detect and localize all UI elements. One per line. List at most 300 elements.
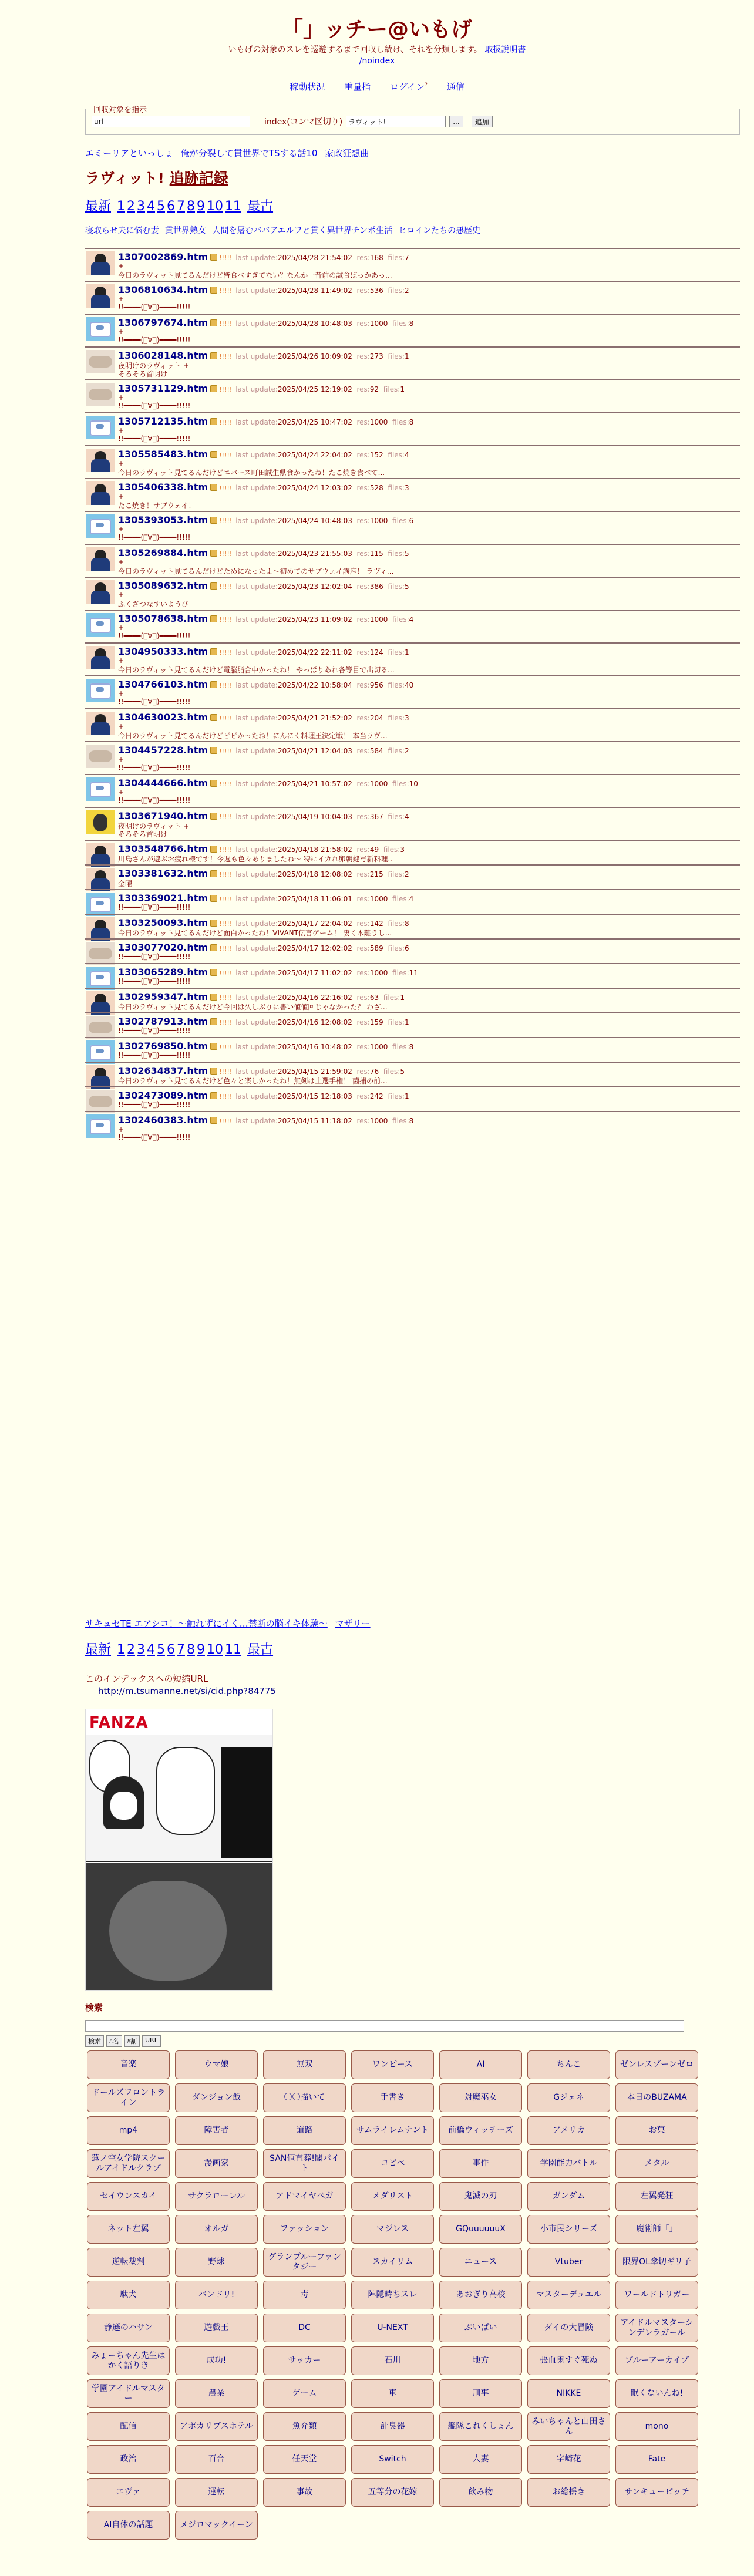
thread-link[interactable]: 1303250093.htm bbox=[118, 917, 208, 928]
tag-button[interactable]: スカイリム bbox=[351, 2248, 434, 2277]
thread-link[interactable]: 1303369021.htm bbox=[118, 893, 208, 904]
thread-meta bbox=[235, 870, 409, 878]
thread-thumbnail[interactable] bbox=[86, 777, 115, 801]
tag-button[interactable]: ワールドトリガー bbox=[615, 2281, 698, 2309]
thread-meta bbox=[235, 681, 413, 689]
thread-thumbnail[interactable] bbox=[86, 251, 115, 275]
related-link[interactable]: 家政狂想曲 bbox=[325, 148, 369, 159]
thread-link[interactable]: 1305393053.htm bbox=[118, 514, 208, 526]
res-count: 242 bbox=[369, 1092, 383, 1100]
tag-button[interactable]: NIKKE bbox=[527, 2379, 610, 2408]
archive-icon[interactable] bbox=[210, 582, 217, 590]
archive-icon[interactable] bbox=[210, 451, 217, 458]
tag-button[interactable]: ワンピース bbox=[351, 2050, 434, 2079]
archive-icon[interactable] bbox=[210, 895, 217, 902]
tag-button[interactable]: メダリスト bbox=[351, 2182, 434, 2211]
thread-thumbnail[interactable] bbox=[86, 1065, 115, 1089]
tag-button[interactable]: アイドルマスターシンデレラガール bbox=[615, 2314, 698, 2342]
pager-first[interactable]: 最新 bbox=[85, 199, 112, 214]
last-update-label: last update: bbox=[235, 1018, 278, 1026]
tag-button[interactable]: お総揺き bbox=[527, 2478, 610, 2507]
thread-header bbox=[118, 580, 409, 591]
thread-thumbnail[interactable] bbox=[86, 350, 115, 373]
tag-button[interactable]: ウマ娘 bbox=[175, 2050, 258, 2079]
related-link[interactable]: 俺が分裂して貫世界でTSする話10 bbox=[180, 148, 318, 159]
tag-button[interactable]: 事件 bbox=[439, 2149, 522, 2178]
thread-link[interactable]: 1302769850.htm bbox=[118, 1040, 208, 1052]
speech-bubble bbox=[156, 1747, 215, 1835]
tag-button[interactable]: 左翼発狂 bbox=[615, 2182, 698, 2211]
tag-button[interactable]: 本日のBUZAMA bbox=[615, 2083, 698, 2112]
res-label: res: bbox=[356, 319, 370, 328]
thread-link[interactable]: 1303548766.htm bbox=[118, 843, 208, 854]
thread-thumbnail[interactable] bbox=[86, 1040, 115, 1064]
pager-first[interactable]: 最新 bbox=[85, 1642, 112, 1657]
tag-button[interactable]: 百合 bbox=[175, 2445, 258, 2474]
thread-thumbnail[interactable] bbox=[86, 317, 115, 341]
category-link[interactable]: 寝取らせ夫に悩む妻 bbox=[85, 226, 159, 235]
tag-button[interactable]: 成功! bbox=[175, 2346, 258, 2375]
thread-thumbnail[interactable] bbox=[86, 843, 115, 867]
tag-button[interactable]: 陣隠時ちスレ bbox=[351, 2281, 434, 2309]
thread-link[interactable]: 1303381632.htm bbox=[118, 868, 208, 879]
tag-button[interactable]: ダンジョン飯 bbox=[175, 2083, 258, 2112]
archive-icon[interactable] bbox=[210, 319, 217, 326]
tag-button[interactable]: 学園アイドルマスター bbox=[87, 2379, 170, 2408]
tag-button[interactable]: グランブルーファンタジー bbox=[263, 2248, 346, 2277]
category-link[interactable]: 人間を屠むババアエルフと貫く異世界チンポ生活 bbox=[212, 226, 393, 235]
pager-bottom bbox=[85, 1639, 275, 1658]
thread-thumbnail[interactable] bbox=[86, 514, 115, 538]
nav-login[interactable] bbox=[390, 82, 428, 92]
archive-icon[interactable] bbox=[210, 352, 217, 359]
tag-button[interactable]: メジロマックイーン bbox=[175, 2511, 258, 2540]
fire-icon: !!!!! bbox=[219, 682, 233, 689]
fire-icon: !!!!! bbox=[219, 649, 233, 656]
archive-icon[interactable] bbox=[210, 1018, 217, 1025]
archive-icon[interactable] bbox=[210, 1092, 217, 1099]
files-count: 8 bbox=[409, 319, 414, 328]
tag-button[interactable]: ちんこ bbox=[527, 2050, 610, 2079]
tag-button[interactable]: 音楽 bbox=[87, 2050, 170, 2079]
tag-button[interactable]: 鬼滅の刃 bbox=[439, 2182, 522, 2211]
tag-button[interactable]: ぶいぱい bbox=[439, 2314, 522, 2342]
archive-icon[interactable] bbox=[210, 969, 217, 976]
related-link[interactable]: エミーリアといっしょ bbox=[85, 148, 174, 159]
thread-thumbnail[interactable] bbox=[86, 868, 115, 891]
archive-icon[interactable] bbox=[210, 920, 217, 927]
thread-row bbox=[85, 840, 740, 864]
files-label: files: bbox=[388, 451, 405, 459]
tag-button[interactable]: 人妻 bbox=[439, 2445, 522, 2474]
tag-button[interactable]: 静遜のハサン bbox=[87, 2314, 170, 2342]
thread-thumbnail[interactable] bbox=[86, 383, 115, 406]
archive-icon[interactable] bbox=[210, 1043, 217, 1050]
tag-button[interactable]: ネット左翼 bbox=[87, 2215, 170, 2244]
thread-link[interactable]: 1304950333.htm bbox=[118, 646, 208, 657]
pager-page[interactable]: 4 bbox=[147, 199, 156, 214]
nav-notice[interactable]: 通信 bbox=[446, 82, 464, 92]
index-input[interactable] bbox=[346, 116, 446, 127]
thread-thumbnail[interactable] bbox=[86, 893, 115, 916]
tag-button[interactable]: 張血鬼すぐ死ぬ bbox=[527, 2346, 610, 2375]
pager-page[interactable]: 7 bbox=[177, 199, 186, 214]
tag-button[interactable]: アポカリプスホテル bbox=[175, 2412, 258, 2441]
thread-thumbnail[interactable] bbox=[86, 967, 115, 990]
tag-button[interactable]: 漫画家 bbox=[175, 2149, 258, 2178]
tag-button[interactable]: 字崎花 bbox=[527, 2445, 610, 2474]
thread-link[interactable]: 1302634837.htm bbox=[118, 1065, 208, 1076]
thread-link[interactable]: 1304766103.htm bbox=[118, 679, 208, 690]
res-count: 1000 bbox=[369, 1117, 388, 1125]
archive-icon[interactable] bbox=[210, 1117, 217, 1124]
tag-button[interactable]: お菓 bbox=[615, 2116, 698, 2145]
ad-banner[interactable] bbox=[85, 1709, 273, 1991]
archive-icon[interactable] bbox=[210, 517, 217, 524]
pager-last[interactable]: 最古 bbox=[247, 1642, 274, 1657]
archive-icon[interactable] bbox=[210, 550, 217, 557]
archive-icon[interactable] bbox=[210, 484, 217, 491]
pager-page[interactable]: 5 bbox=[157, 199, 166, 214]
thread-link[interactable]: 1304444666.htm bbox=[118, 777, 208, 789]
thread-link[interactable]: 1306028148.htm bbox=[118, 350, 208, 361]
tag-button[interactable]: GQuuuuuuX bbox=[439, 2215, 522, 2244]
pager-page[interactable]: 5 bbox=[157, 1642, 166, 1657]
tag-button[interactable]: U-NEXT bbox=[351, 2314, 434, 2342]
thread-thumbnail[interactable] bbox=[86, 481, 115, 505]
thread-link[interactable]: 1307002869.htm bbox=[118, 251, 208, 262]
archive-icon[interactable] bbox=[210, 648, 217, 655]
archive-icon[interactable] bbox=[210, 681, 217, 688]
tag-button[interactable]: 障害者 bbox=[175, 2116, 258, 2145]
tag-button[interactable]: 刑事 bbox=[439, 2379, 522, 2408]
pager-page[interactable]: 11 bbox=[225, 199, 242, 214]
thread-body: !!━━━━(ﾟ∀ﾟ)━━━━!!!!! bbox=[118, 632, 191, 640]
pager-page[interactable]: 1 bbox=[117, 1642, 126, 1657]
pager-page[interactable]: 2 bbox=[127, 199, 136, 214]
tag-button[interactable]: ゼンレスゾーンゼロ bbox=[615, 2050, 698, 2079]
res-label: res: bbox=[356, 1117, 370, 1125]
tag-button[interactable]: みょーちゃん先生はかく語りき bbox=[87, 2346, 170, 2375]
tag-button[interactable]: 前橋ウィッチーズ bbox=[439, 2116, 522, 2145]
tag-button[interactable]: マジレス bbox=[351, 2215, 434, 2244]
tag-button[interactable]: Fate bbox=[615, 2445, 698, 2474]
tag-button[interactable]: 政治 bbox=[87, 2445, 170, 2474]
tag-button[interactable]: SAN値直葬!閣パイト bbox=[263, 2149, 346, 2178]
tag-button[interactable]: 石川 bbox=[351, 2346, 434, 2375]
last-update-label: last update: bbox=[235, 550, 278, 558]
tag-button[interactable]: アドマイヤベガ bbox=[263, 2182, 346, 2211]
bottom-link[interactable]: マザリー bbox=[335, 1618, 371, 1629]
last-update-label: last update: bbox=[235, 254, 278, 262]
tag-button[interactable]: 眠くないんね! bbox=[615, 2379, 698, 2408]
thread-thumbnail[interactable] bbox=[86, 810, 115, 834]
archive-icon[interactable] bbox=[210, 418, 217, 425]
archive-icon[interactable] bbox=[210, 780, 217, 787]
res-label: res: bbox=[356, 582, 370, 591]
search-input[interactable] bbox=[85, 2020, 684, 2032]
tag-button[interactable]: サクラローレル bbox=[175, 2182, 258, 2211]
thread-body: そろそろ首明け bbox=[118, 370, 168, 378]
short-url-link[interactable]: http://m.tsumanne.net/si/cid.php?84775 bbox=[98, 1686, 276, 1696]
archive-icon[interactable] bbox=[210, 747, 217, 754]
thread-link[interactable]: 1304457228.htm bbox=[118, 745, 208, 756]
archive-icon[interactable] bbox=[210, 1068, 217, 1075]
thread-meta bbox=[235, 484, 409, 492]
tag-button[interactable]: 事故 bbox=[263, 2478, 346, 2507]
tag-button[interactable]: 農業 bbox=[175, 2379, 258, 2408]
files-label: files: bbox=[388, 870, 405, 878]
tag-button[interactable]: サッカー bbox=[263, 2346, 346, 2375]
tag-button[interactable]: メタル bbox=[615, 2149, 698, 2178]
tag-button[interactable]: 運転 bbox=[175, 2478, 258, 2507]
tag-button[interactable]: Switch bbox=[351, 2445, 434, 2474]
thread-body: ふくざつなすいようび bbox=[118, 600, 189, 608]
archive-icon[interactable] bbox=[210, 944, 217, 951]
archive-icon[interactable] bbox=[210, 254, 217, 261]
pager-page[interactable]: 11 bbox=[225, 1642, 242, 1657]
tag-button[interactable]: 車 bbox=[351, 2379, 434, 2408]
archive-icon[interactable] bbox=[210, 846, 217, 853]
thread-row bbox=[85, 544, 740, 577]
thread-link[interactable]: 1305078638.htm bbox=[118, 613, 208, 624]
tag-button[interactable]: 対魔巫女 bbox=[439, 2083, 522, 2112]
files-count: 1 bbox=[404, 648, 409, 656]
files-label: files: bbox=[392, 418, 409, 426]
thread-thumbnail[interactable] bbox=[86, 679, 115, 702]
tag-button[interactable]: 配信 bbox=[87, 2412, 170, 2441]
pager-page[interactable]: 6 bbox=[167, 199, 176, 214]
pager-page[interactable]: 10 bbox=[207, 1642, 224, 1657]
tag-button[interactable]: コピペ bbox=[351, 2149, 434, 2178]
tag-button[interactable]: AI自体の話題 bbox=[87, 2511, 170, 2540]
archive-icon[interactable] bbox=[210, 994, 217, 1001]
tag-button[interactable]: セイウンスカイ bbox=[87, 2182, 170, 2211]
tag-button[interactable]: 五等分の花嫁 bbox=[351, 2478, 434, 2507]
thread-subject: + bbox=[118, 328, 124, 336]
thread-body: そろそろ首明け bbox=[118, 830, 168, 839]
tag-button[interactable]: 〇〇描いて bbox=[263, 2083, 346, 2112]
tag-button[interactable]: 毒 bbox=[263, 2281, 346, 2309]
tag-button[interactable]: 艦隊これくしょん bbox=[439, 2412, 522, 2441]
thread-row bbox=[85, 379, 740, 412]
tag-button[interactable]: mp4 bbox=[87, 2116, 170, 2145]
tag-button[interactable]: ガンダム bbox=[527, 2182, 610, 2211]
tag-button[interactable]: マスターデュエル bbox=[527, 2281, 610, 2309]
search-option[interactable]: ﾊ名 bbox=[106, 2035, 122, 2047]
thread-subject: !!━━━━(ﾟ∀ﾟ)━━━━!!!!! bbox=[118, 1051, 191, 1059]
thread-link[interactable]: 1302473089.htm bbox=[118, 1090, 208, 1101]
pager-page[interactable]: 6 bbox=[167, 1642, 176, 1657]
pager-page[interactable]: 7 bbox=[177, 1642, 186, 1657]
category-link[interactable]: 貫世界熟女 bbox=[165, 226, 207, 235]
thread-thumbnail[interactable] bbox=[86, 1114, 115, 1138]
thread-header bbox=[118, 745, 409, 756]
thread-thumbnail[interactable] bbox=[86, 1090, 115, 1113]
tag-button[interactable]: DC bbox=[263, 2314, 346, 2342]
page-title-keyword: ラヴィット! bbox=[85, 170, 164, 187]
thread-link[interactable]: 1305269884.htm bbox=[118, 547, 208, 558]
tag-button[interactable]: 魔術師「」 bbox=[615, 2215, 698, 2244]
tag-button[interactable]: ゲーム bbox=[263, 2379, 346, 2408]
pager-page[interactable]: 10 bbox=[207, 199, 224, 214]
thread-link[interactable]: 1303065289.htm bbox=[118, 967, 208, 978]
thread-link[interactable]: 1302460383.htm bbox=[118, 1114, 208, 1126]
short-url-label: このインデックスへの短縮URL bbox=[85, 1673, 208, 1684]
tag-button[interactable]: 飲み物 bbox=[439, 2478, 522, 2507]
tag-button[interactable]: Gジェネ bbox=[527, 2083, 610, 2112]
thread-link[interactable]: 1305712135.htm bbox=[118, 416, 208, 427]
nav-status[interactable]: 稼動状況 bbox=[290, 82, 325, 92]
thread-thumbnail[interactable] bbox=[86, 712, 115, 735]
tag-button[interactable]: ファッション bbox=[263, 2215, 346, 2244]
archive-icon[interactable] bbox=[210, 287, 217, 294]
thread-thumbnail[interactable] bbox=[86, 449, 115, 472]
thread-link[interactable]: 1304630023.htm bbox=[118, 712, 208, 723]
thread-link[interactable]: 1306810634.htm bbox=[118, 284, 208, 295]
thread-thumbnail[interactable] bbox=[86, 942, 115, 965]
tag-button[interactable]: 学園能力バトル bbox=[527, 2149, 610, 2178]
res-count: 589 bbox=[369, 944, 383, 952]
archive-icon[interactable] bbox=[210, 870, 217, 877]
tag-button[interactable]: サムライレムナント bbox=[351, 2116, 434, 2145]
fire-icon: !!!!! bbox=[219, 994, 233, 1002]
tag-button[interactable]: エヴァ bbox=[87, 2478, 170, 2507]
thread-meta bbox=[235, 352, 409, 361]
tag-button[interactable]: みいちゃんと山田さん bbox=[527, 2412, 610, 2441]
tag-button[interactable]: Vtuber bbox=[527, 2248, 610, 2277]
tag-button[interactable]: アメリカ bbox=[527, 2116, 610, 2145]
search-option[interactable]: 検索 bbox=[85, 2035, 104, 2047]
thread-thumbnail[interactable] bbox=[86, 745, 115, 768]
pager-page[interactable]: 3 bbox=[137, 1642, 146, 1657]
tag-button[interactable]: バンドリ! bbox=[175, 2281, 258, 2309]
tag-button[interactable]: 無双 bbox=[263, 2050, 346, 2079]
thread-body: !!━━━━(ﾟ∀ﾟ)━━━━!!!!! bbox=[118, 435, 191, 443]
pager-page[interactable]: 8 bbox=[187, 199, 196, 214]
thread-thumbnail[interactable] bbox=[86, 416, 115, 439]
tag-button[interactable]: mono bbox=[615, 2412, 698, 2441]
tag-button[interactable]: ブルーアーカイブ bbox=[615, 2346, 698, 2375]
res-count: 215 bbox=[369, 870, 383, 878]
thread-link[interactable]: 1305585483.htm bbox=[118, 449, 208, 460]
thread-link[interactable]: 1302959347.htm bbox=[118, 991, 208, 1002]
tracking-link[interactable]: 追跡記録 bbox=[169, 170, 228, 187]
thread-thumbnail[interactable] bbox=[86, 646, 115, 669]
tag-button[interactable]: サンキューピッチ bbox=[615, 2478, 698, 2507]
thread-thumbnail[interactable] bbox=[86, 917, 115, 941]
thread-link[interactable]: 1305731129.htm bbox=[118, 383, 208, 394]
thread-row bbox=[85, 988, 740, 1012]
search-option[interactable]: ﾊ割 bbox=[124, 2035, 140, 2047]
thread-body: !!━━━━(ﾟ∀ﾟ)━━━━!!!!! bbox=[118, 336, 191, 344]
pager-page[interactable]: 9 bbox=[197, 1642, 206, 1657]
tag-button[interactable]: AI bbox=[439, 2050, 522, 2079]
thread-body: !!━━━━(ﾟ∀ﾟ)━━━━!!!!! bbox=[118, 1133, 191, 1141]
thread-meta bbox=[235, 994, 405, 1002]
tag-button[interactable]: 駄犬 bbox=[87, 2281, 170, 2309]
thread-thumbnail[interactable] bbox=[86, 580, 115, 604]
thread-link[interactable]: 1303671940.htm bbox=[118, 810, 208, 821]
tag-button[interactable]: 魚介類 bbox=[263, 2412, 346, 2441]
tag-button[interactable]: 手書き bbox=[351, 2083, 434, 2112]
tag-button[interactable]: 遊戯王 bbox=[175, 2314, 258, 2342]
res-label: res: bbox=[356, 1068, 370, 1076]
nav-ranking[interactable]: 重量指 bbox=[344, 82, 371, 92]
search-option[interactable]: URL bbox=[142, 2035, 161, 2047]
thread-header bbox=[118, 350, 409, 361]
thread-meta bbox=[235, 1117, 413, 1125]
thread-link[interactable]: 1303077020.htm bbox=[118, 942, 208, 953]
files-label: files: bbox=[392, 319, 409, 328]
archive-icon[interactable] bbox=[210, 615, 217, 622]
thread-link[interactable]: 1302787913.htm bbox=[118, 1016, 208, 1027]
tag-button[interactable]: 道路 bbox=[263, 2116, 346, 2145]
tag-button[interactable]: 逆転裁判 bbox=[87, 2248, 170, 2277]
pager-page[interactable]: 2 bbox=[127, 1642, 136, 1657]
tag-button[interactable]: あおぎり高校 bbox=[439, 2281, 522, 2309]
tag-button[interactable]: 計臭器 bbox=[351, 2412, 434, 2441]
thread-header bbox=[118, 251, 409, 262]
thread-thumbnail[interactable] bbox=[86, 284, 115, 308]
tag-button[interactable]: 任天堂 bbox=[263, 2445, 346, 2474]
fire-icon: !!!!! bbox=[219, 895, 233, 903]
thread-meta bbox=[235, 451, 409, 459]
add-button[interactable]: 追加 bbox=[472, 116, 493, 127]
pager-page[interactable]: 1 bbox=[117, 199, 126, 214]
url-input[interactable] bbox=[92, 116, 250, 127]
tag-button[interactable]: オルガ bbox=[175, 2215, 258, 2244]
thread-link[interactable]: 1305089632.htm bbox=[118, 580, 208, 591]
tag-button[interactable]: ダイの大冒険 bbox=[527, 2314, 610, 2342]
pager-page[interactable]: 4 bbox=[147, 1642, 156, 1657]
tag-button[interactable]: 野球 bbox=[175, 2248, 258, 2277]
files-count: 8 bbox=[404, 920, 409, 928]
tag-button[interactable]: 蓮ノ空女学院スクールアイドルクラブ bbox=[87, 2149, 170, 2178]
thread-meta bbox=[235, 418, 413, 426]
archive-icon[interactable] bbox=[210, 714, 217, 721]
last-update-value: 2025/04/24 10:48:03 bbox=[277, 517, 352, 525]
archive-icon[interactable] bbox=[210, 813, 217, 820]
pager-page[interactable]: 3 bbox=[137, 199, 146, 214]
tag-button[interactable]: ドールズフロントライン bbox=[87, 2083, 170, 2112]
archive-icon[interactable] bbox=[210, 385, 217, 392]
fire-icon: !!!!! bbox=[219, 517, 233, 525]
pager-last[interactable]: 最古 bbox=[247, 199, 274, 214]
noindex-path[interactable]: /noindex bbox=[359, 56, 395, 66]
fire-icon: !!!!! bbox=[219, 1043, 233, 1051]
last-update-label: last update: bbox=[235, 517, 278, 525]
tag-button[interactable]: ニュース bbox=[439, 2248, 522, 2277]
tag-button[interactable]: 限界OL傘切ギリ子 bbox=[615, 2248, 698, 2277]
thread-thumbnail[interactable] bbox=[86, 1016, 115, 1039]
pager-page[interactable]: 8 bbox=[187, 1642, 196, 1657]
more-button[interactable]: ... bbox=[449, 116, 463, 127]
thread-link[interactable]: 1306797674.htm bbox=[118, 317, 208, 328]
files-label: files: bbox=[388, 1092, 405, 1100]
thread-link[interactable]: 1305406338.htm bbox=[118, 481, 208, 493]
thread-thumbnail[interactable] bbox=[86, 991, 115, 1015]
pager-page[interactable]: 9 bbox=[197, 199, 206, 214]
manual-link[interactable]: 取扱説明書 bbox=[484, 45, 526, 55]
tag-button[interactable]: 小市民シリーズ bbox=[527, 2215, 610, 2244]
tag-button[interactable]: 地方 bbox=[439, 2346, 522, 2375]
thread-thumbnail[interactable] bbox=[86, 547, 115, 571]
bottom-link[interactable]: サキュセTE エアシコ！～触れずにイく…禁断の脳イキ体験～ bbox=[85, 1618, 328, 1629]
bottom-links bbox=[85, 1617, 375, 1629]
thread-thumbnail[interactable] bbox=[86, 613, 115, 637]
category-link[interactable]: ヒロインたちの悪歴史 bbox=[398, 226, 481, 235]
